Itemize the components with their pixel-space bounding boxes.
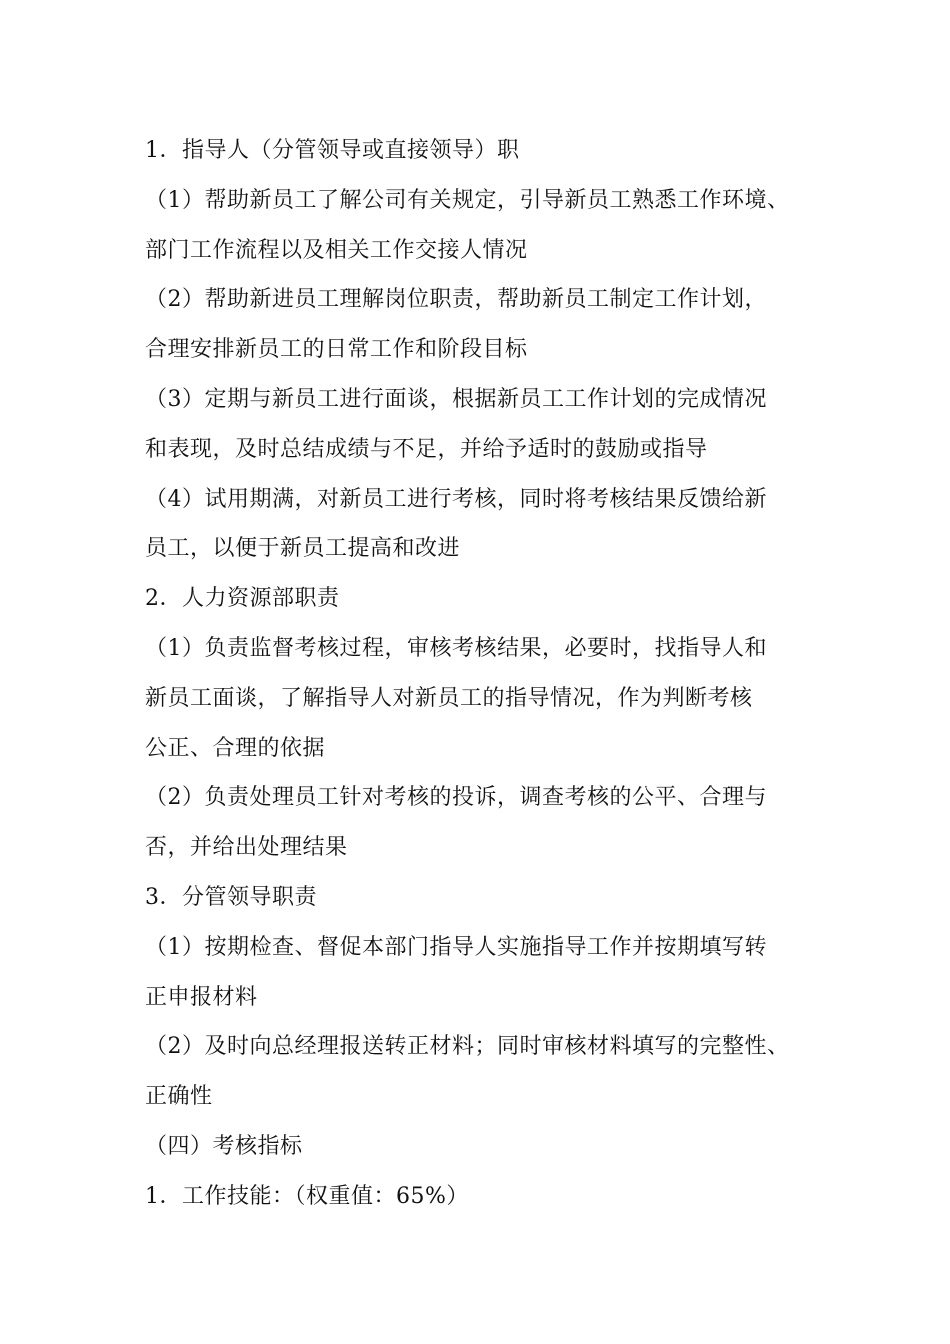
paragraph-line: （2）帮助新进员工理解岗位职责，帮助新员工制定工作计划，: [145, 287, 767, 313]
paragraph-line: 否，并给出处理结果: [145, 835, 348, 861]
paragraph-line: （2）及时向总经理报送转正材料；同时审核材料填写的完整性、: [145, 1034, 790, 1060]
section-heading-hr-duties: 2．人力资源部职责: [145, 586, 340, 612]
paragraph-line: （1）按期检查、督促本部门指导人实施指导工作并按期填写转: [145, 934, 767, 960]
paragraph-line: 和表现，及时总结成绩与不足，并给予适时的鼓励或指导: [145, 436, 708, 462]
section-heading-mentor-duties: 1．指导人（分管领导或直接领导）职: [145, 138, 520, 163]
paragraph-line: （1）帮助新员工了解公司有关规定，引导新员工熟悉工作环境、: [145, 187, 790, 213]
paragraph-line: 合理安排新员工的日常工作和阶段目标: [145, 337, 528, 363]
paragraph-line: （1）负责监督考核过程，审核考核结果，必要时，找指导人和: [145, 635, 767, 661]
section-heading-work-skills: 1．工作技能：（权重值：65%）: [145, 1183, 469, 1209]
paragraph-line: 正确性: [145, 1084, 213, 1110]
paragraph-line: 部门工作流程以及相关工作交接人情况: [145, 237, 528, 263]
paragraph-line: （3）定期与新员工进行面谈，根据新员工工作计划的完成情况: [145, 386, 767, 412]
section-heading-leader-duties: 3．分管领导职责: [145, 884, 317, 910]
paragraph-line: 员工，以便于新员工提高和改进: [145, 536, 461, 562]
document-body: [145, 126, 825, 1222]
paragraph-line: （2）负责处理员工针对考核的投诉，调查考核的公平、合理与: [145, 785, 767, 811]
paragraph-line: 新员工面谈，了解指导人对新员工的指导情况，作为判断考核: [145, 685, 753, 711]
paragraph-line: （4）试用期满，对新员工进行考核，同时将考核结果反馈给新: [145, 486, 767, 512]
section-heading-assessment-indicators: （四）考核指标: [145, 1133, 303, 1159]
paragraph-line: 正申报材料: [145, 984, 258, 1010]
paragraph-line: 公正、合理的依据: [145, 735, 326, 761]
